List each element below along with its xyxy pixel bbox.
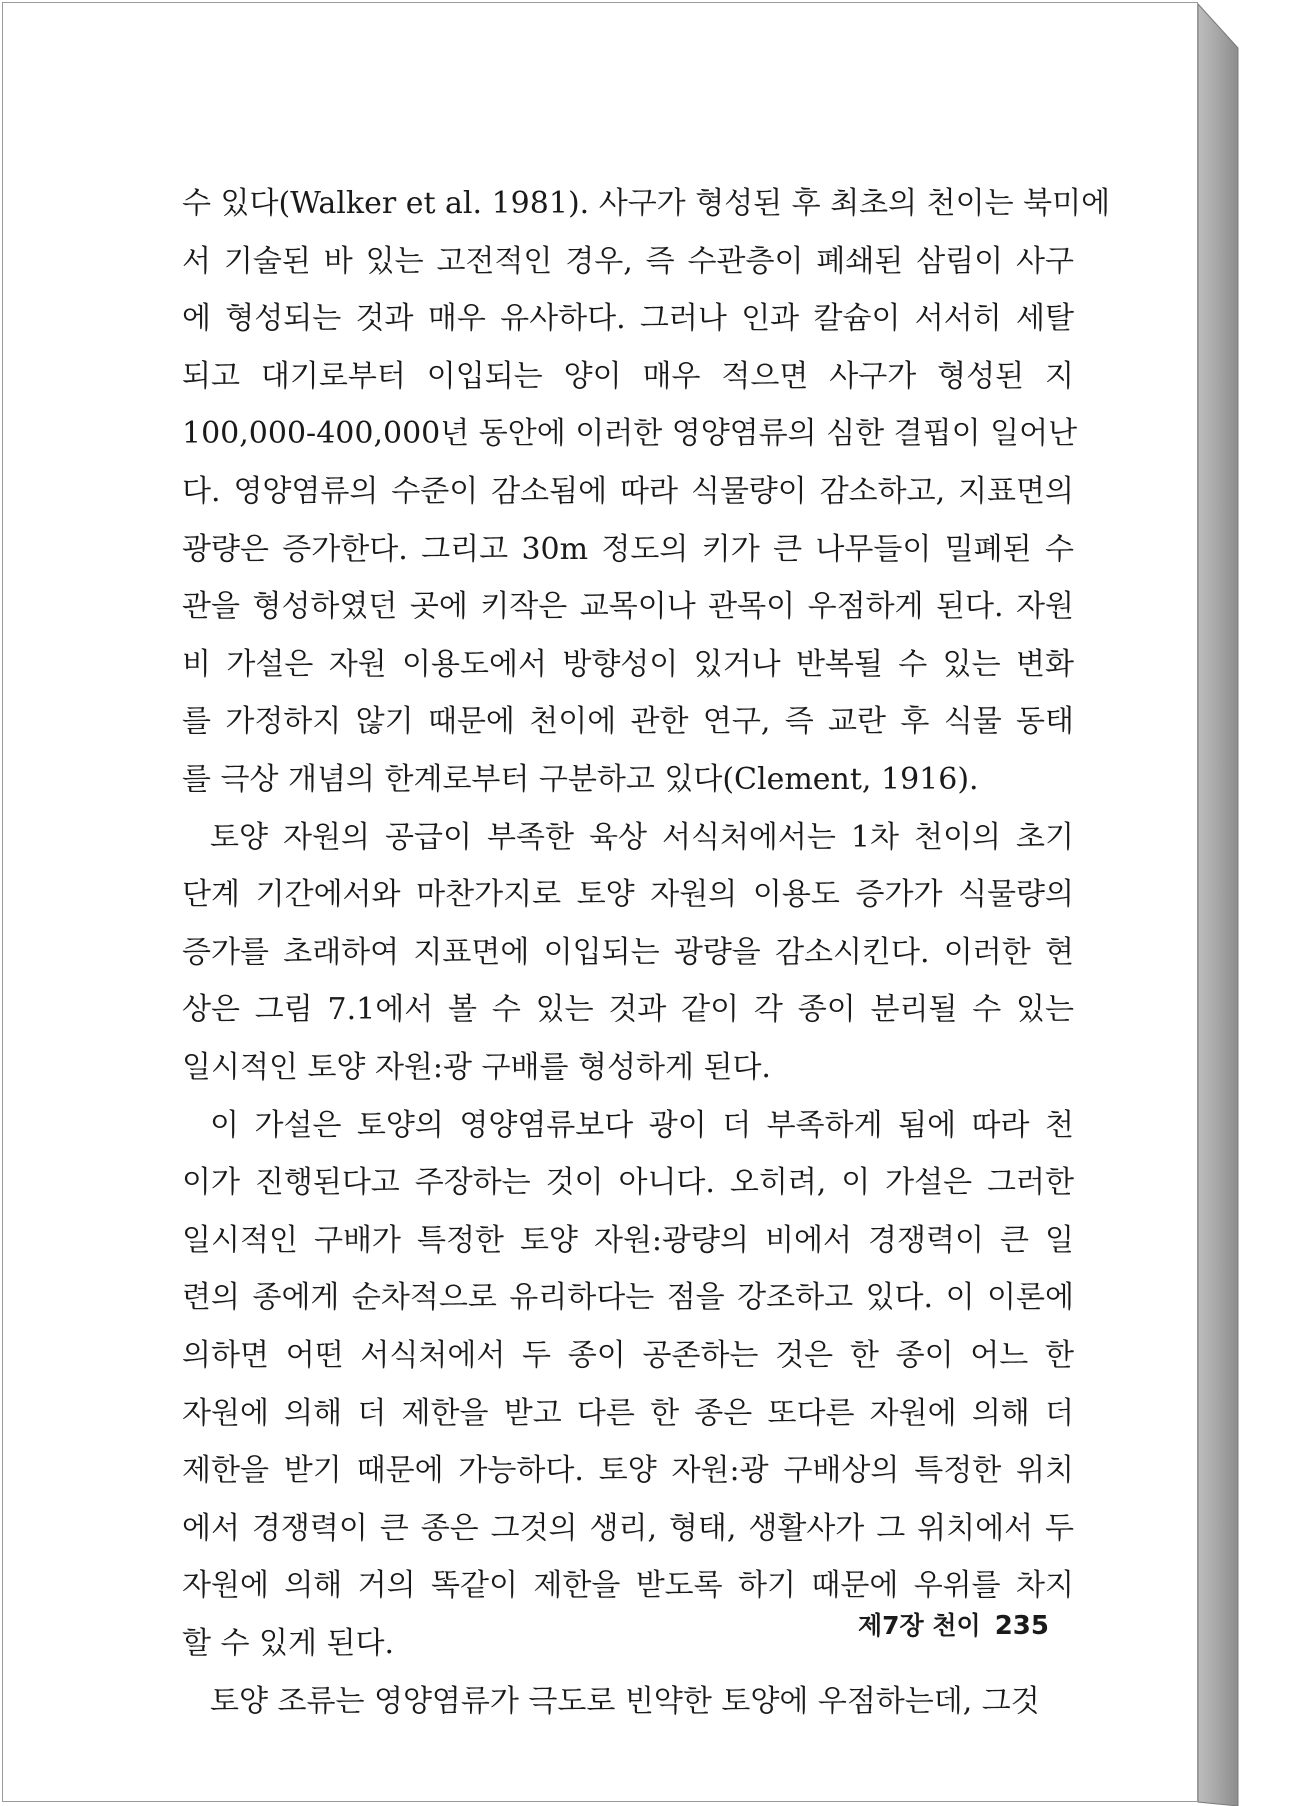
text-line: 일시적인 구배가 특정한 토양 자원:광량의 비에서 경쟁력이 큰 일 <box>182 1222 1074 1258</box>
text-line: 일시적인 토양 자원:광 구배를 형성하게 된다. <box>182 1050 771 1085</box>
text-line: 상은 그림 7.1에서 볼 수 있는 것과 같이 각 종이 분리될 수 있는 <box>182 992 1074 1028</box>
chapter-title: 제7장 천이 <box>858 1611 981 1640</box>
text-line: 증가를 초래하여 지표면에 이입되는 광량을 감소시킨다. 이러한 현 <box>182 934 1074 970</box>
text-line: 에서 경쟁력이 큰 종은 그것의 생리, 형태, 생활사가 그 위치에서 두 <box>182 1510 1074 1546</box>
text-line: 제한을 받기 때문에 가능하다. 토양 자원:광 구배상의 특정한 위치 <box>182 1453 1074 1489</box>
text-line: 비 가설은 자원 이용도에서 방향성이 있거나 반복될 수 있는 변화 <box>182 646 1074 682</box>
text-line: 토양 조류는 영양염류가 극도로 빈약한 토양에 우점하는데, 그것 <box>210 1683 1040 1719</box>
text-line: 를 극상 개념의 한계로부터 구분하고 있다(Clement, 1916). <box>182 762 979 797</box>
page-number: 235 <box>994 1611 1049 1641</box>
text-line: 광량은 증가한다. 그리고 30m 정도의 키가 큰 나무들이 밀폐된 수 <box>182 531 1074 567</box>
text-line: 관을 형성하였던 곳에 키작은 교목이나 관목이 우점하게 된다. 자원 <box>182 589 1074 625</box>
text-line: 에 형성되는 것과 매우 유사하다. 그러나 인과 칼슘이 서서히 세탈 <box>182 301 1074 337</box>
page-footer <box>858 1606 1048 1646</box>
text-line: 되고 대기로부터 이입되는 양이 매우 적으면 사구가 형성된 지 <box>182 358 1074 394</box>
text-line: 자원에 의해 더 제한을 받고 다른 한 종은 또다른 자원에 의해 더 <box>182 1395 1074 1431</box>
text-line: 수 있다(Walker et al. 1981). 사구가 형성된 후 최초의 천이는 북미에 <box>182 186 1111 221</box>
text-line: 100,000-400,000년 동안에 이러한 영양염류의 심한 결핍이 일어난 <box>182 416 1078 452</box>
text-line: 할 수 있게 된다. <box>182 1626 395 1661</box>
text-line: 를 가정하지 않기 때문에 천이에 관한 연구, 즉 교란 후 식물 동태 <box>182 704 1074 740</box>
text-line: 자원에 의해 거의 똑같이 제한을 받도록 하기 때문에 우위를 차지 <box>182 1568 1074 1604</box>
text-line: 다. 영양염류의 수준이 감소됨에 따라 식물량이 감소하고, 지표면의 <box>182 474 1074 509</box>
text-line: 의하면 어떤 서식처에서 두 종이 공존하는 것은 한 종이 어느 한 <box>182 1338 1074 1373</box>
text-line: 서 기술된 바 있는 고전적인 경우, 즉 수관층이 폐쇄된 삼림이 사구 <box>182 243 1074 279</box>
text-line: 토양 자원의 공급이 부족한 육상 서식처에서는 1차 천이의 초기 <box>210 819 1074 855</box>
text-line: 이 가설은 토양의 영양염류보다 광이 더 부족하게 됨에 따라 천 <box>210 1107 1074 1143</box>
text-line: 이가 진행된다고 주장하는 것이 아니다. 오히려, 이 가설은 그러한 <box>182 1165 1074 1201</box>
text-line: 단계 기간에서와 마찬가지로 토양 자원의 이용도 증가가 식물량의 <box>182 877 1074 913</box>
text-line: 련의 종에게 순차적으로 유리하다는 점을 강조하고 있다. 이 이론에 <box>182 1280 1074 1316</box>
